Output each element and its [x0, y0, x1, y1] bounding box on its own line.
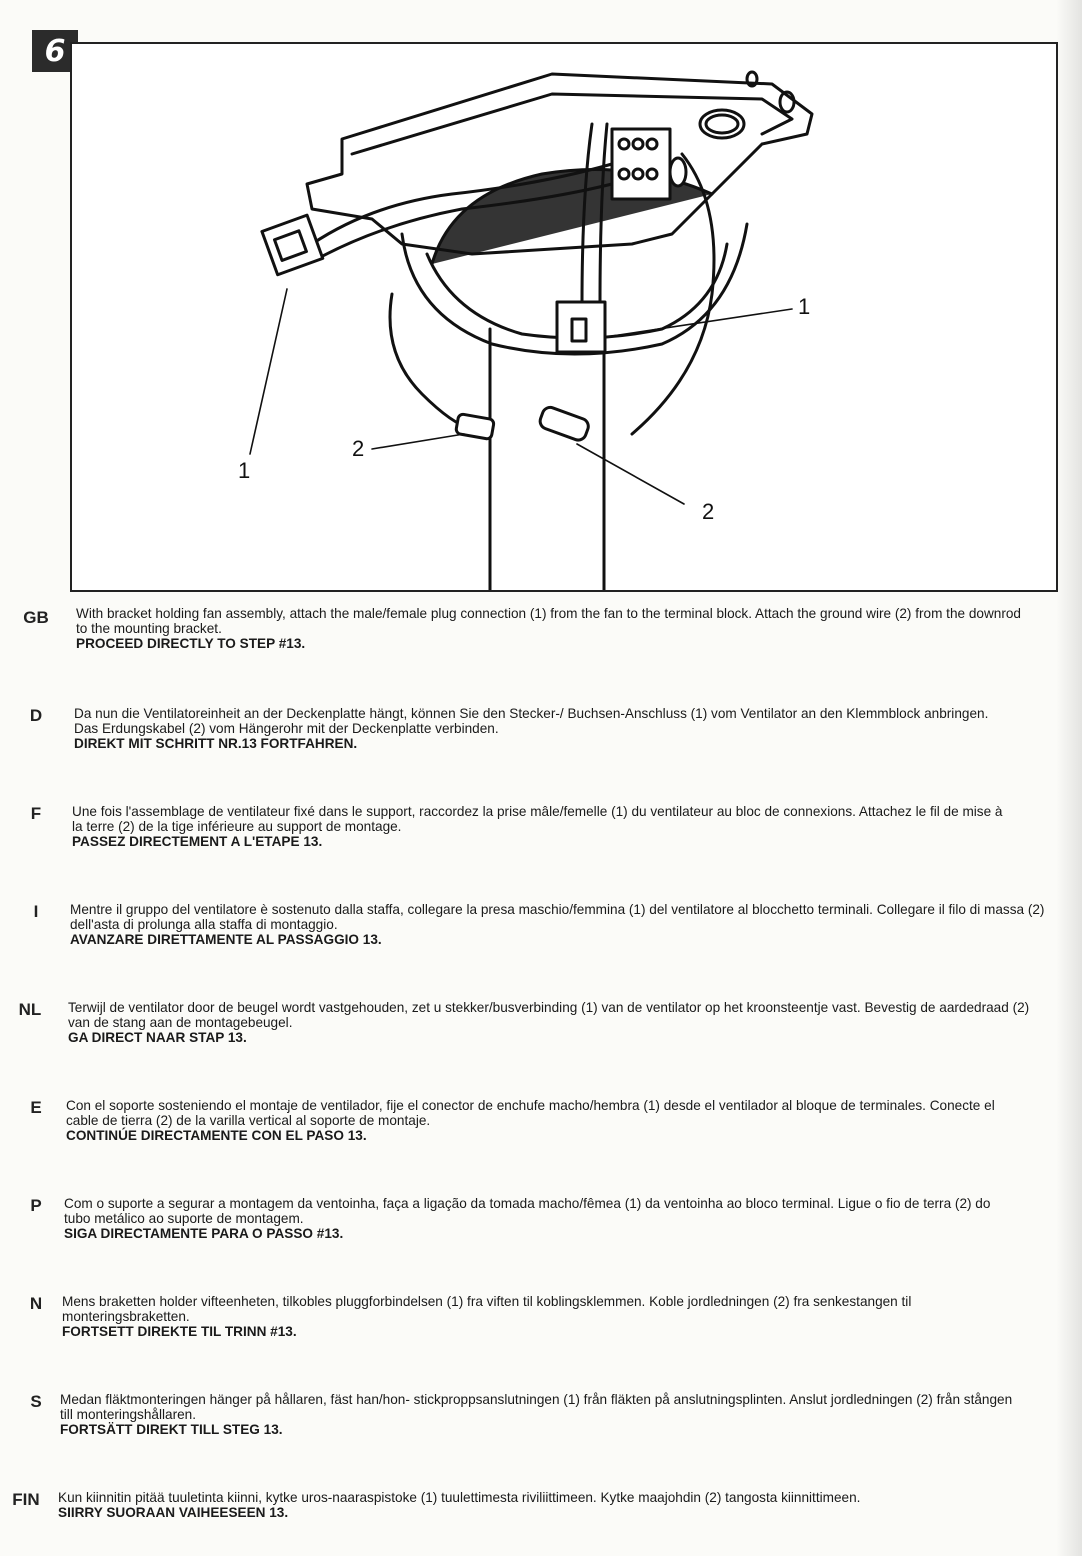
- ground-connector-left: [455, 414, 494, 440]
- instruction-line: till monteringshållaren.: [60, 1407, 197, 1422]
- instruction-line: With bracket holding fan assembly, attach the male/female plug connection (1) from the fan to the terminal block. Attach the ground wire (2) from the downrod: [76, 606, 1021, 621]
- proceed-instruction: AVANZARE DIRETTAMENTE AL PASSAGGIO 13.: [70, 932, 382, 947]
- callout-1-left: 1: [238, 458, 251, 483]
- leader-line-1-left: [250, 289, 287, 454]
- proceed-instruction: DIREKT MIT SCHRITT NR.13 FORTFAHREN.: [74, 736, 358, 751]
- language-code: NL: [18, 1000, 42, 1019]
- fan-bracket-drawing: [72, 44, 1056, 590]
- callout-2-right: 2: [702, 499, 715, 524]
- instruction-line: Terwijl de ventilator door de beugel wordt vastgehouden, zet u stekker/busverbinding (1) van de ventilator op het kroonsteentje vast. Bevestig de aardedraad (2): [68, 1000, 1030, 1015]
- ground-screw: [670, 158, 686, 186]
- instruction-line: Une fois l'assemblage de ventilateur fixé dans le support, raccordez la prise mâle/femelle (1) du ventilateur au bloc de connexions. Attachez le fil de mise à: [72, 804, 1003, 819]
- plug-left: [262, 215, 323, 275]
- ground-connector-right: [538, 405, 591, 442]
- language-code: FIN: [12, 1490, 40, 1509]
- proceed-instruction: PASSEZ DIRECTEMENT A L'ETAPE 13.: [72, 834, 323, 849]
- instruction-line: la terre (2) de la tige inférieure au support de montage.: [72, 819, 402, 834]
- instruction-text: [58, 1490, 1060, 1520]
- instruction-text: [64, 1196, 1060, 1241]
- wiring-illustration: [70, 42, 1058, 592]
- instruction-text: [76, 606, 1060, 651]
- language-code: N: [29, 1294, 43, 1313]
- instruction-line: monteringsbraketten.: [62, 1309, 190, 1324]
- instruction-text: [62, 1294, 1060, 1339]
- instruction-line: Medan fläktmonteringen hänger på hållaren, fäst han/hon- stickproppsanslutningen (1) från fläkten på anslutningsplinten. Anslut jordledningen (2) från stången: [60, 1392, 1013, 1407]
- callout-1-right: 1: [798, 294, 811, 319]
- proceed-instruction: CONTINÚE DIRECTAMENTE CON EL PASO 13.: [66, 1128, 367, 1143]
- proceed-instruction: SIGA DIRECTAMENTE PARA O PASSO #13.: [64, 1226, 344, 1241]
- leader-line-2-right: [577, 444, 684, 504]
- proceed-instruction: GA DIRECT NAAR STAP 13.: [68, 1030, 247, 1045]
- instruction-line: Kun kiinnitin pitää tuuletinta kiinni, kytke uros-naaraspistoke (1) tuulettimesta riviliittimeen. Kytke maajohdin (2) tangosta kiinnittimeen.: [58, 1490, 861, 1505]
- language-code: I: [33, 902, 39, 921]
- instruction-text: [66, 1098, 1060, 1143]
- proceed-instruction: SIIRRY SUORAAN VAIHEESEEN 13.: [58, 1505, 289, 1520]
- instruction-line: van de stang aan de montagebeugel.: [68, 1015, 293, 1030]
- language-code: GB: [23, 608, 49, 627]
- instruction-line: dell'asta di prolunga alla staffa di montaggio.: [70, 917, 338, 932]
- step-number-badge: 6: [32, 30, 78, 72]
- instruction-text: [68, 1000, 1060, 1045]
- instruction-line: Mens braketten holder vifteenheten, tilkobles pluggforbindelsen (1) fra viften til koblingsklemmen. Koble jordledningen (2) fra senkestangen til: [62, 1294, 912, 1309]
- instruction-text: [72, 804, 1060, 849]
- proceed-instruction: FORTSETT DIREKTE TIL TRINN #13.: [62, 1324, 297, 1339]
- instruction-line: to the mounting bracket.: [76, 621, 222, 636]
- language-code: P: [30, 1196, 42, 1215]
- language-code: D: [29, 706, 43, 725]
- instruction-line: tubo metálico ao suporte de montagem.: [64, 1211, 304, 1226]
- instruction-line: Com o suporte a segurar a montagem da ventoinha, faça a ligação da tomada macho/fêmea (1) da ventoinha ao bloco terminal. Ligue o fio de terra (2) do: [64, 1196, 991, 1211]
- instruction-line: cable de tierra (2) de la varilla vertical al soporte de montaje.: [66, 1113, 431, 1128]
- instruction-line: Con el soporte sosteniendo el montaje de ventilador, fije el conector de enchufe macho/hembra (1) desde el ventilador al bloque de terminales. Conecte el: [66, 1098, 995, 1113]
- ground-wire-left: [390, 294, 472, 429]
- instruction-line: Da nun die Ventilatoreinheit an der Deckenplatte hängt, können Sie den Stecker-/ Buchsen-Anschluss (1) vom Ventilator an den Klemmblock anbringen.: [74, 706, 989, 721]
- instruction-text: [74, 706, 1060, 751]
- instruction-text: [60, 1392, 1060, 1437]
- language-code: S: [30, 1392, 42, 1411]
- callout-2-left: 2: [352, 436, 365, 461]
- language-code: E: [30, 1098, 42, 1117]
- instruction-line: Mentre il gruppo del ventilatore è sostenuto dalla staffa, collegare la presa maschio/femmina (1) del ventilatore al blocchetto terminali. Collegare il filo di massa (2): [70, 902, 1045, 917]
- leader-line-2-left: [372, 434, 464, 449]
- language-code: F: [30, 804, 42, 823]
- instruction-text: [70, 902, 1060, 947]
- proceed-instruction: PROCEED DIRECTLY TO STEP #13.: [76, 636, 306, 651]
- proceed-instruction: FORTSÄTT DIREKT TILL STEG 13.: [60, 1422, 283, 1437]
- instruction-line: Das Erdungskabel (2) vom Hängerohr mit der Deckenplatte verbinden.: [74, 721, 499, 736]
- plug-center: [557, 302, 605, 352]
